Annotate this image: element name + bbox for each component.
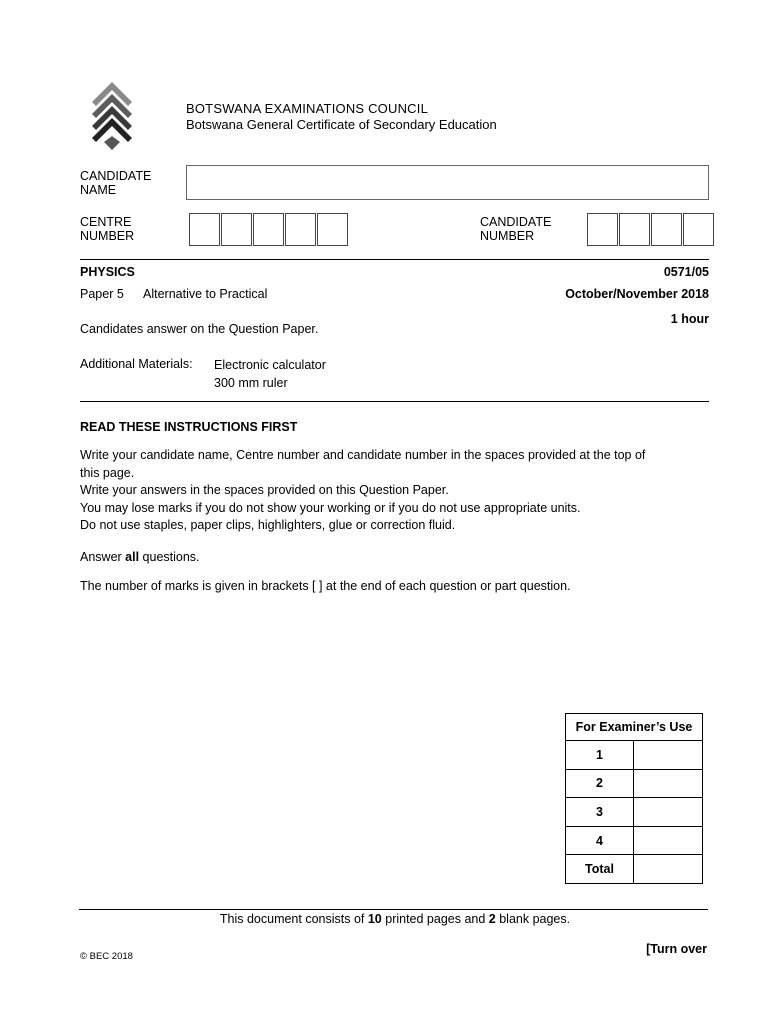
- answer-on-note: Candidates answer on the Question Paper.: [80, 322, 319, 336]
- instruction-line: You may lose marks if you do not show your working or if you do not use appropriate units.: [80, 500, 581, 515]
- candidate-name-label: CANDIDATE NAME: [80, 169, 152, 197]
- instruction-line: Do not use staples, paper clips, highlighters, glue or correction fluid.: [80, 518, 456, 532]
- candidate-number-box[interactable]: [683, 213, 714, 246]
- marks-note: The number of marks is given in brackets [ ] at the end of each question or part question.: [80, 579, 571, 593]
- page-count-note: This document consists of 10 printed pages and 2 blank pages.: [219, 912, 571, 926]
- qualification-name: Botswana General Certificate of Secondary Education: [186, 117, 497, 132]
- centre-number-box[interactable]: [317, 213, 348, 246]
- examiner-use-table: [565, 713, 703, 884]
- divider: [80, 259, 709, 260]
- candidate-name-field[interactable]: [186, 165, 709, 200]
- table-row: 2: [566, 769, 703, 798]
- paper-title: Alternative to Practical: [143, 287, 268, 301]
- subject: PHYSICS: [80, 265, 135, 279]
- materials-label: Additional Materials:: [80, 357, 193, 371]
- examiner-table-heading: For Examiner’s Use: [566, 714, 703, 741]
- candidate-number-box[interactable]: [587, 213, 618, 246]
- table-row: 1: [566, 741, 703, 770]
- table-row: 3: [566, 798, 703, 827]
- mark-cell[interactable]: [634, 769, 703, 798]
- table-row: 4: [566, 826, 703, 855]
- footer-divider: [79, 909, 708, 910]
- material-item: Electronic calculator: [214, 358, 326, 372]
- mark-cell[interactable]: [634, 826, 703, 855]
- answer-all-note: Answer all questions.: [80, 550, 200, 564]
- centre-number-box[interactable]: [285, 213, 316, 246]
- instructions-body: [80, 447, 700, 535]
- bec-logo: [86, 80, 138, 152]
- instruction-line: this page.: [80, 465, 135, 480]
- instructions-heading: READ THESE INSTRUCTIONS FIRST: [80, 420, 298, 434]
- duration: 1 hour: [670, 312, 709, 326]
- material-item: 300 mm ruler: [214, 375, 288, 390]
- paper-code: 0571/05: [663, 265, 709, 279]
- paper-number: Paper 5: [80, 287, 124, 301]
- candidate-number-box[interactable]: [651, 213, 682, 246]
- divider: [80, 401, 709, 402]
- candidate-number-label: CANDIDATE NUMBER: [480, 215, 552, 243]
- turn-over: [Turn over: [646, 942, 707, 956]
- organisation-name: BOTSWANA EXAMINATIONS COUNCIL: [186, 101, 428, 116]
- instruction-line: Write your answers in the spaces provided on this Question Paper.: [80, 483, 449, 497]
- table-row: Total: [566, 855, 703, 884]
- mark-cell[interactable]: [634, 798, 703, 827]
- centre-number-box[interactable]: [221, 213, 252, 246]
- mark-cell[interactable]: [634, 741, 703, 770]
- centre-number-label: CENTRE NUMBER: [80, 215, 135, 243]
- centre-number-box[interactable]: [253, 213, 284, 246]
- centre-number-field[interactable]: [189, 213, 349, 246]
- mark-cell[interactable]: [634, 855, 703, 884]
- candidate-number-box[interactable]: [619, 213, 650, 246]
- exam-session: October/November 2018: [565, 287, 709, 301]
- candidate-number-field[interactable]: [587, 213, 715, 246]
- materials-list: [214, 357, 326, 392]
- instruction-line: Write your candidate name, Centre number and candidate number in the spaces provided at the top of: [80, 448, 646, 462]
- centre-number-box[interactable]: [189, 213, 220, 246]
- copyright: © BEC 2018: [80, 951, 133, 962]
